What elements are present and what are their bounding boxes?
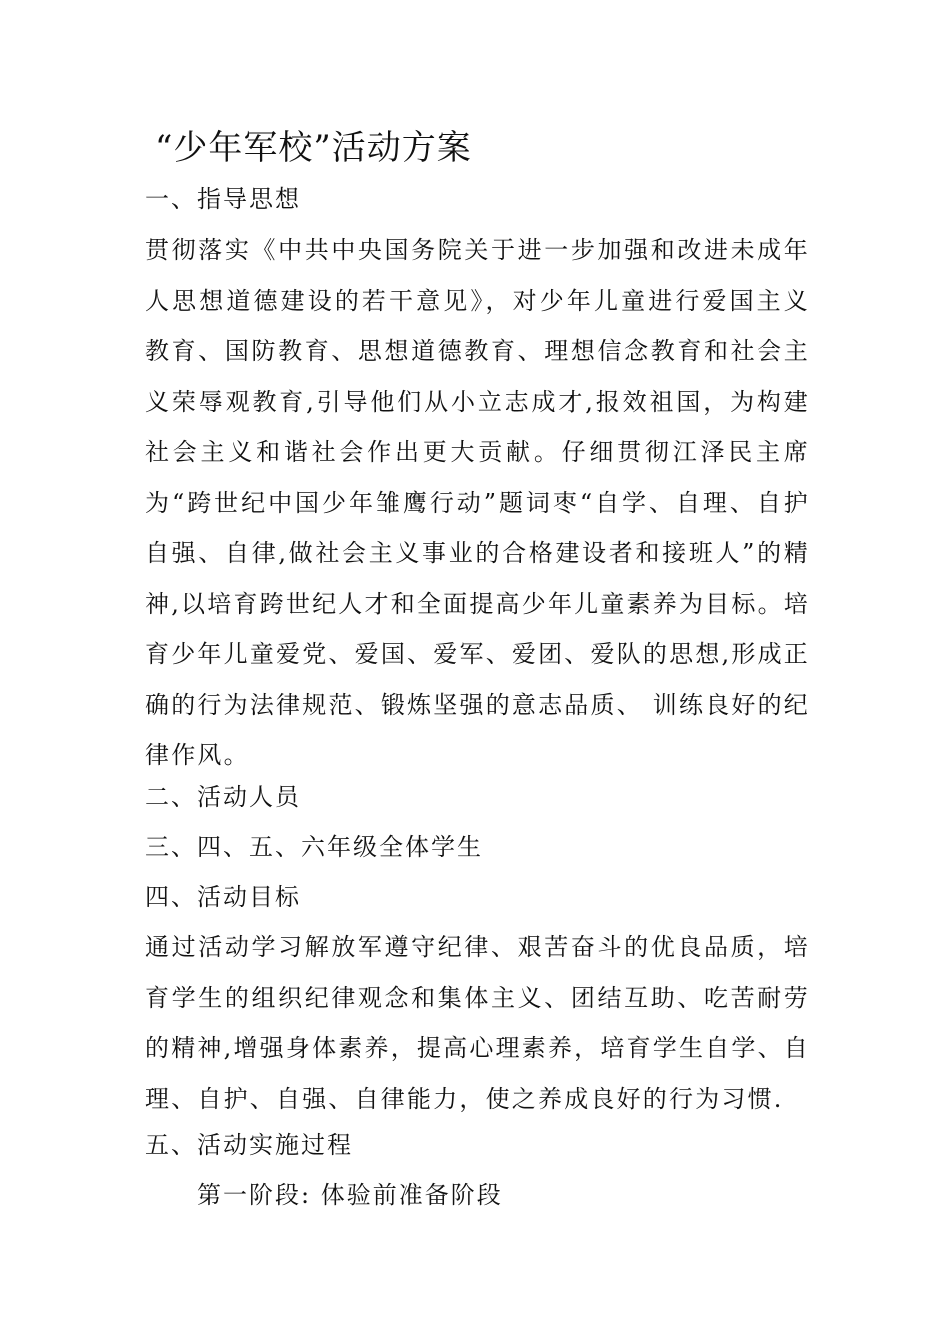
document-title: “少年军校”活动方案	[155, 128, 472, 168]
section-heading-implementation: 五、活动实施过程	[145, 1131, 353, 1159]
stage-heading-preparation: 第一阶段: 体验前准备阶段	[197, 1181, 503, 1209]
section-body-objectives: 通过活动学习解放军遵守纪律、艰苦奋斗的优良品质，培育学生的组织纪律观念和集体主义、团结互助、吃苦耐劳的精神,增强身体素养，提高心理素养，培育学生自学、自理、自护、自强、自律能力，使之养成良好的行为习惯.	[145, 933, 810, 1113]
section-heading-guiding-ideology: 一、指导思想	[145, 185, 301, 213]
section-body-participants: 三、四、五、六年级全体学生	[145, 833, 483, 861]
section-heading-objectives: 四、活动目标	[145, 883, 301, 911]
section-heading-participants: 二、活动人员	[145, 783, 301, 811]
section-body-guiding-ideology: 贯彻落实《中共中央国务院关于进一步加强和改进未成年人思想道德建设的若干意见》，对少年儿童进行爱国主义教育、国防教育、思想道德教育、理想信念教育和社会主义荣辱观教育,引导他们从小立志成才,报效祖国，为构建社会主义和谐社会作出更大贡献。仔细贯彻江泽民主席为“跨世纪中国少年雏鹰行动”题词枣“自学、自理、自护自强、自律,做社会主义事业的合格建设者和接班人”的精神,以培育跨世纪人才和全面提高少年儿童素养为目标。培育少年儿童爱党、爱国、爱军、爱团、爱队的思想,形成正确的行为法律规范、锻炼坚强的意志品质、 训练良好的纪律作风。	[145, 236, 810, 769]
